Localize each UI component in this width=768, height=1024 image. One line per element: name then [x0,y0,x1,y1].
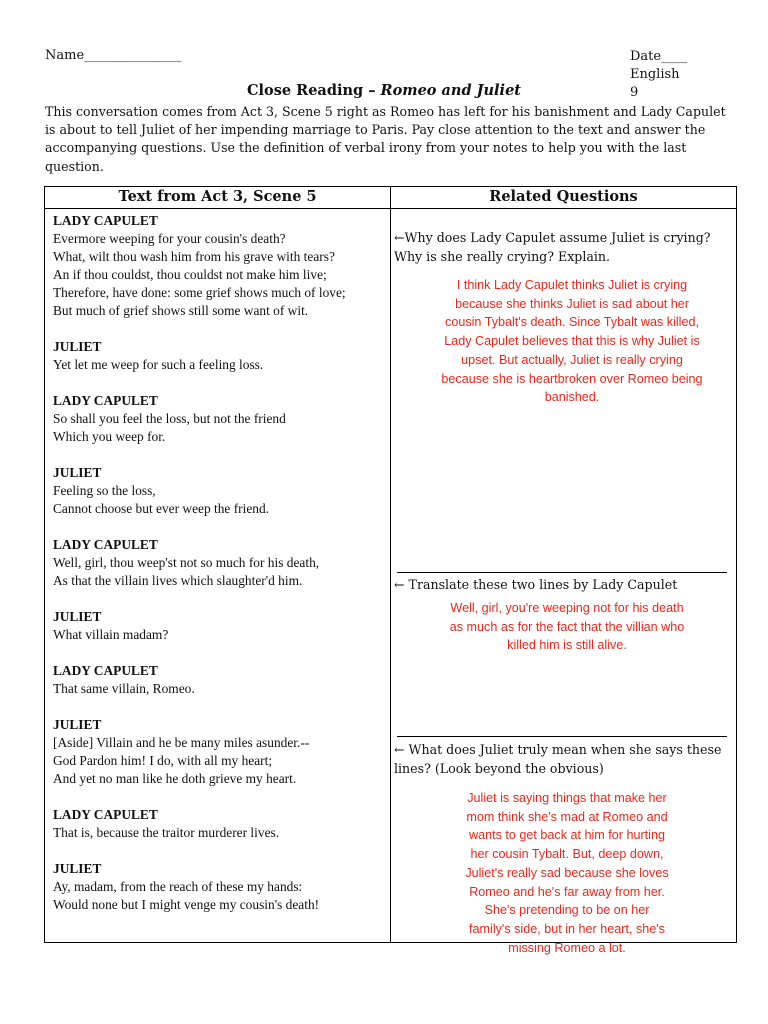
speech-block [53,536,384,590]
script-line: Cannot choose but ever weep the friend. [53,501,270,516]
answer-line: missing Romeo a lot. [508,940,626,955]
script-line: God Pardon him! I do, with all my heart; [53,753,273,768]
script-line: An if thou couldst, thou couldst not make him live; [53,267,327,282]
answer-text [411,276,733,407]
answer-line: She's pretending to be on her [484,903,650,918]
answer-line: as much as for the fact that the villian who [449,619,685,634]
script-line: Which you weep for. [53,429,166,444]
answer-line: Well, girl, you're weeping not for his death [450,601,684,615]
speech-block [53,806,384,842]
speaker-name: JULIET [53,465,102,480]
script-line: What villain madam? [53,627,169,642]
intro-paragraph: This conversation comes from Act 3, Scene 5 right as Romeo has left for his banishment and Lady Capulet is about to tell Juliet of her impending marriage to Paris. Pay close attention to the text and answer the accompanying questions. Use the definition of verbal irony from your notes to help you with the last question. [45,104,726,174]
speaker-name: LADY CAPULET [53,393,158,408]
speech-block [53,608,384,644]
script-line: Yet let me weep for such a feeling loss. [53,357,264,372]
answer-line: upset. But actually, Juliet is really crying [461,352,683,367]
speech-block [53,338,384,374]
speech-block [53,860,384,914]
speaker-name: LADY CAPULET [53,537,158,552]
speaker-name: LADY CAPULET [53,213,158,228]
answer-line: Juliet's really sad because she loves [465,865,669,880]
name-field: Name_______________ [45,48,182,63]
script-line: [Aside] Villain and he be many miles asunder.-- [53,735,310,750]
title-work: Romeo and Juliet [380,82,521,99]
table-header-row [45,187,737,209]
speaker-name: LADY CAPULET [53,663,158,678]
question-prompt: ← Translate these two lines by Lady Capulet [394,577,678,592]
answer-line: Romeo and he's far away from her. [469,884,665,899]
title-main: Close Reading – [247,82,381,99]
reading-table [44,186,737,955]
question-prompt: ← What does Juliet truly mean when she says these lines? (Look beyond the obvious) [394,742,722,776]
page-title [0,82,768,99]
answer-line: Juliet is saying things that make her [467,791,667,805]
answer-line: because she thinks Juliet is sad about her [455,296,689,311]
script-line: Would none but I might venge my cousin's death! [53,897,320,912]
script-line: Feeling so the loss, [53,483,156,498]
script-line: But much of grief shows still some want of wit. [53,303,309,318]
script-line: Evermore weeping for your cousin's death? [53,231,286,246]
answer-text [411,789,723,957]
script-line: That is, because the traitor murderer lives. [53,825,280,840]
script-column [45,209,391,943]
answer-line: cousin Tybalt's death. Since Tybalt was killed, [445,315,699,330]
script-line: That same villain, Romeo. [53,681,195,696]
answer-line: I think Lady Capulet thinks Juliet is crying [456,278,688,292]
answer-divider [397,572,727,573]
answer-line: killed him is still alive. [507,638,627,653]
speech-block [53,716,384,788]
answer-line: her cousin Tybalt. But, deep down, [470,847,664,862]
answer-line: mom think she's mad at Romeo and [466,809,668,824]
column-header-text: Text from Act 3, Scene 5 [45,187,391,209]
script-line: As that the villain lives which slaughter'd him. [53,573,303,588]
answer-divider [397,736,727,737]
script-line: So shall you feel the loss, but not the friend [53,411,286,426]
question-prompt: ←Why does Lady Capulet assume Juliet is crying? Why is she really crying? Explain. [394,230,711,264]
script-line: Ay, madam, from the reach of these my hands: [53,879,303,894]
answer-line: Lady Capulet believes that this is why Juliet is [444,334,700,349]
date-field: Date____ [630,49,688,64]
speaker-name: JULIET [53,339,102,354]
answer-line: banished. [544,390,600,405]
table-body-row [45,209,737,943]
speech-block [53,464,384,518]
speech-block [53,392,384,446]
speaker-name: JULIET [53,609,102,624]
speech-block [53,212,384,320]
script-line: Well, girl, thou weep'st not so much for his death, [53,555,320,570]
speaker-name: JULIET [53,717,102,732]
script-line: What, wilt thou wash him from his grave with tears? [53,249,335,264]
script-line: Therefore, have done: some grief shows much of love; [53,285,346,300]
speech-block [53,662,384,698]
script-line: And yet no man like he doth grieve my heart. [53,771,297,786]
class-label: English 9 [630,67,680,100]
answer-line: wants to get back at him for hurting [468,828,665,843]
answer-text [411,599,723,655]
answer-line: because she is heartbroken over Romeo being [441,371,703,386]
speaker-name: JULIET [53,861,102,876]
answer-line: family's side, but in her heart, she's [469,921,665,936]
speaker-name: LADY CAPULET [53,807,158,822]
questions-column [391,209,737,955]
column-header-questions: Related Questions [391,187,737,209]
